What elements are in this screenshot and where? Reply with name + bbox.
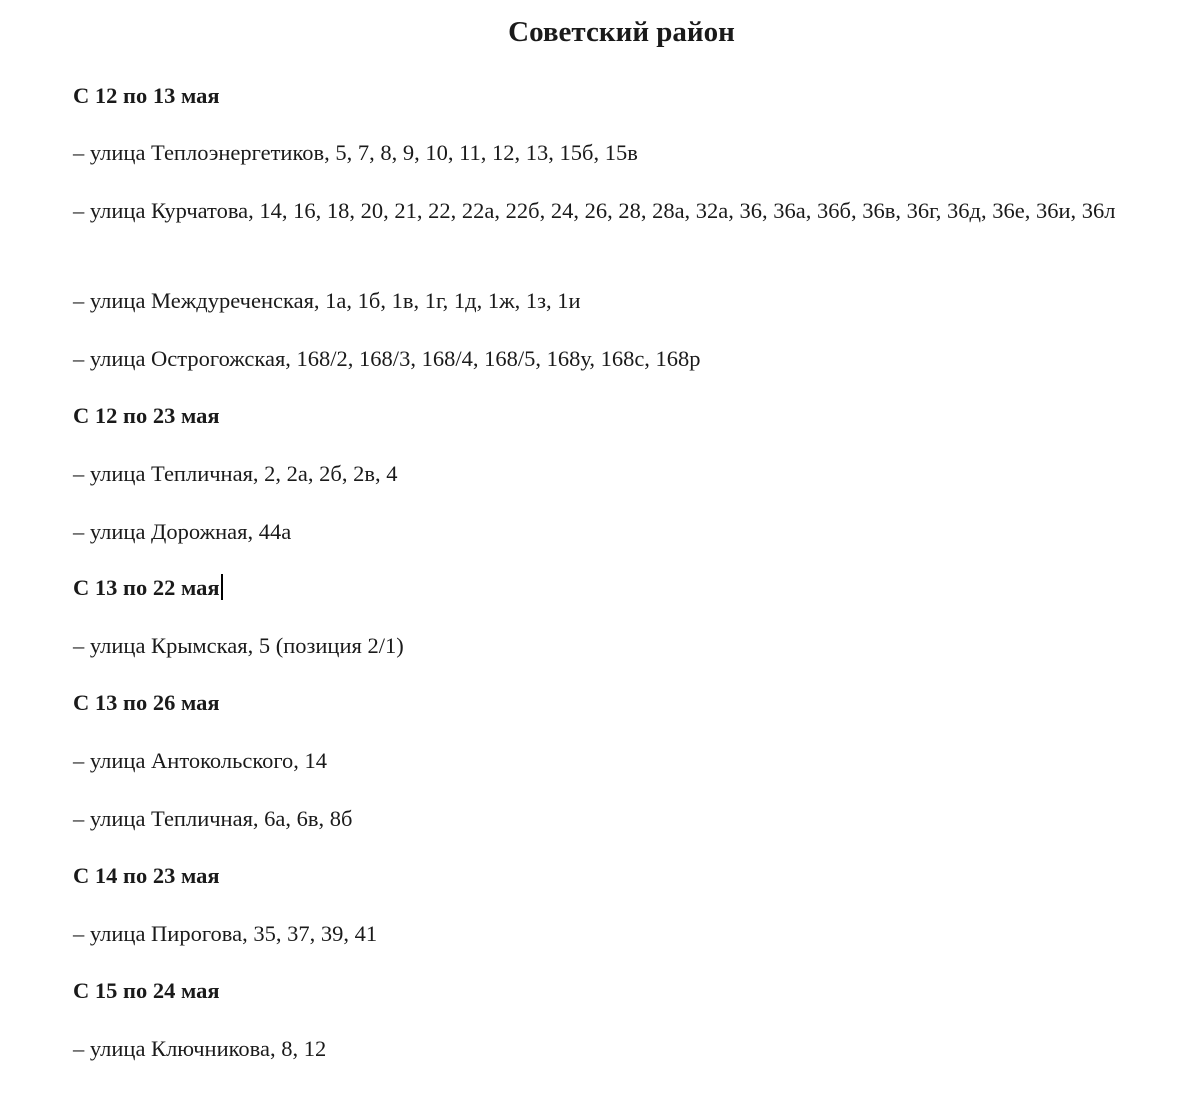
date-range-heading: С 14 по 23 мая: [73, 863, 220, 888]
street-list-item: – улица Ключникова, 8, 12: [73, 1036, 327, 1061]
street-list-item: – улица Теплоэнергетиков, 5, 7, 8, 9, 10, 11, 12, 13, 15б, 15в: [73, 140, 638, 165]
street-list-item: – улица Курчатова, 14, 16, 18, 20, 21, 22, 22а, 22б, 24, 26, 28, 28а, 32а, 36, 36а, 36б, 36в, 36г, 36д, 36е, 36и, 36л: [73, 198, 1116, 223]
date-range-heading: С 15 по 24 мая: [73, 978, 220, 1003]
date-range-heading: С 12 по 13 мая: [73, 83, 220, 108]
street-list-item: – улица Междуреченская, 1а, 1б, 1в, 1г, 1д, 1ж, 1з, 1и: [73, 288, 581, 313]
page-title: Советский район: [508, 16, 735, 48]
street-list-item: – улица Крымская, 5 (позиция 2/1): [73, 633, 404, 658]
heading-text: С 13 по 22 мая: [73, 575, 220, 600]
date-range-heading: С 13 по 26 мая: [73, 690, 220, 715]
date-range-heading: С 12 по 23 мая: [73, 403, 220, 428]
street-list-item: – улица Дорожная, 44а: [73, 519, 292, 544]
date-range-heading[interactable]: [73, 572, 1143, 604]
street-list-item: – улица Антокольского, 14: [73, 748, 328, 773]
street-list-item: – улица Пирогова, 35, 37, 39, 41: [73, 921, 378, 946]
street-list-item: – улица Тепличная, 6а, 6в, 8б: [73, 806, 353, 831]
text-cursor: [221, 574, 223, 600]
street-list-item: – улица Острогожская, 168/2, 168/3, 168/4, 168/5, 168у, 168с, 168р: [73, 346, 701, 371]
street-list-item: – улица Тепличная, 2, 2а, 2б, 2в, 4: [73, 461, 398, 486]
